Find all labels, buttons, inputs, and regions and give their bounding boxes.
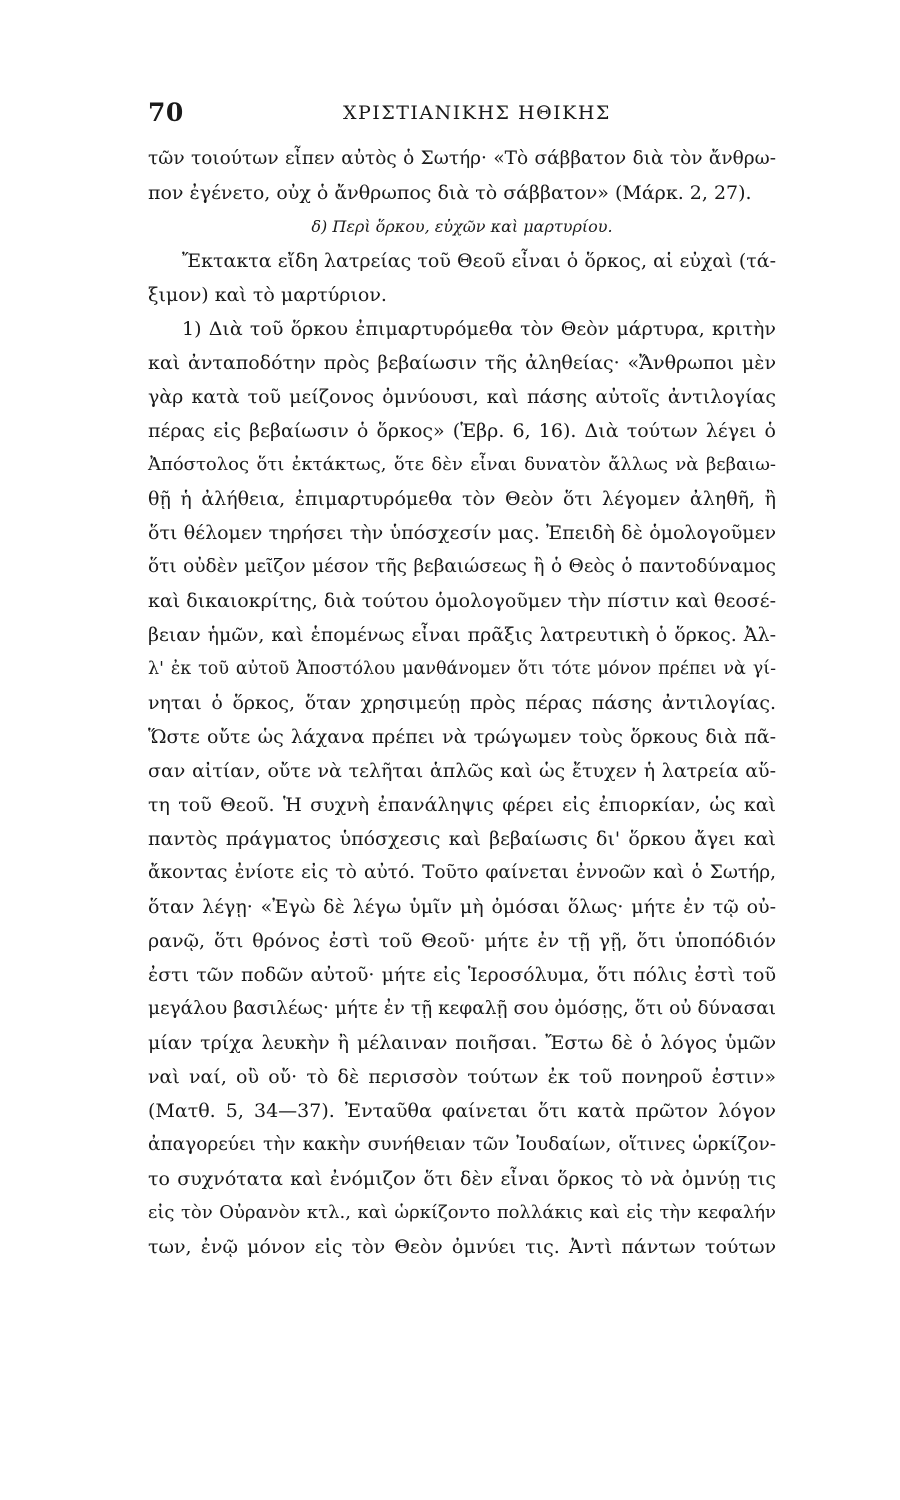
text-line: εἰς τὸν Οὐρανὸν κτλ., καὶ ὡρκίζοντο πολλάκις καὶ εἰς τὴν κεφαλήν <box>148 1202 776 1223</box>
text-line: βειαν ἡμῶν, καὶ ἑπομένως εἶναι πρᾶξις λατρευτικὴ ὁ ὅρκος. Ἀλ- <box>148 624 776 646</box>
text-line: ἄκοντας ἐνίοτε εἰς τὸ αὐτό. Τοῦτο φαίνεται ἐννοῶν καὶ ὁ Σωτήρ, <box>148 862 776 883</box>
page-number: 70 <box>148 98 184 127</box>
text-line: πον ἐγένετο, οὐχ ὁ ἄνθρωπος διὰ τὸ σάββατον» (Μάρκ. 2, 27). <box>148 182 752 204</box>
text-line: 1) Διὰ τοῦ ὅρκου ἐπιμαρτυρόμεθα τὸν Θεὸν μάρτυρα, κριτὴν <box>182 318 776 340</box>
text-line: (Ματθ. 5, 34—37). Ἐνταῦθα φαίνεται ὅτι κατὰ πρῶτον λόγον <box>148 1100 776 1122</box>
text-line: ρανῷ, ὅτι θρόνος ἐστὶ τοῦ Θεοῦ· μήτε ἐν τῇ γῇ, ὅτι ὑποπόδιόν <box>148 930 776 952</box>
text-line: ὅτι θέλομεν τηρήσει τὴν ὑπόσχεσίν μας. Ἐπειδὴ δὲ ὁμολογοῦμεν <box>148 522 776 544</box>
text-line: νηται ὁ ὅρκος, ὅταν χρησιμεύῃ πρὸς πέρας πάσης ἀντιλογίας. <box>148 692 776 714</box>
text-line: ὅτι οὐδὲν μεῖζον μέσον τῆς βεβαιώσεως ἢ ὁ Θεὸς ὁ παντοδύναμος <box>148 556 776 577</box>
page-header <box>148 94 776 134</box>
text-line: Ὥστε οὔτε ὡς λάχανα πρέπει νὰ τρώγωμεν τοὺς ὅρκους διὰ πᾶ- <box>148 726 776 748</box>
text-line: μεγάλου βασιλέως· μήτε ἐν τῇ κεφαλῇ σου ὀμόσῃς, ὅτι οὐ δύνασαι <box>148 998 776 1019</box>
text-line: θῇ ἡ ἀλήθεια, ἐπιμαρτυρόμεθα τὸν Θεὸν ὅτι λέγομεν ἀληθῆ, ἢ <box>148 488 776 510</box>
text-line: μίαν τρίχα λευκὴν ἢ μέλαιναν ποιῆσαι. Ἔστω δὲ ὁ λόγος ὑμῶν <box>148 1032 776 1054</box>
body-text <box>148 142 776 1264</box>
text-line: Ἔκτακτα εἴδη λατρείας τοῦ Θεοῦ εἶναι ὁ ὅρκος, αἱ εὐχαὶ (τά- <box>182 250 776 272</box>
text-line: τη τοῦ Θεοῦ. Ἡ συχνὴ ἐπανάληψις φέρει εἰς ἐπιορκίαν, ὡς καὶ <box>148 794 776 816</box>
text-line: ἀπαγορεύει τὴν κακὴν συνήθειαν τῶν Ἰουδαίων, οἵτινες ὡρκίζον- <box>148 1134 776 1155</box>
text-line: το συχνότατα καὶ ἐνόμιζον ὅτι δὲν εἶναι ὅρκος τὸ νὰ ὀμνύῃ τις <box>148 1168 776 1190</box>
text-line: γὰρ κατὰ τοῦ μείζονος ὀμνύουσι, καὶ πάσης αὐτοῖς ἀντιλογίας <box>148 386 776 408</box>
running-head: ΧΡΙΣΤΙΑΝΙΚΗΣ ΗΘΙΚΗΣ <box>343 102 611 124</box>
text-line: παντὸς πράγματος ὑπόσχεσις καὶ βεβαίωσις δι' ὅρκου ἄγει καὶ <box>148 828 776 850</box>
text-line: των, ἐνῷ μόνον εἰς τὸν Θεὸν ὀμνύει τις. Ἀντὶ πάντων τούτων <box>148 1236 776 1258</box>
text-line: σαν αἰτίαν, οὔτε νὰ τελῆται ἁπλῶς καὶ ὡς ἔτυχεν ἡ λατρεία αὕ- <box>148 760 776 782</box>
text-line: λ' ἐκ τοῦ αὐτοῦ Ἀποστόλου μανθάνομεν ὅτι τότε μόνον πρέπει νὰ γί- <box>148 659 776 679</box>
text-line: ναὶ ναί, οὒ οὔ· τὸ δὲ περισσὸν τούτων ἐκ τοῦ πονηροῦ ἐστιν» <box>148 1066 776 1088</box>
text-line: ξιμον) καὶ τὸ μαρτύριον. <box>148 284 387 306</box>
section-heading: δ) Περὶ ὅρκου, εὐχῶν καὶ μαρτυρίου. <box>311 217 613 236</box>
text-line: καὶ ἀνταποδότην πρὸς βεβαίωσιν τῆς ἀληθείας· «Ἄνθρωποι μὲν <box>148 352 776 374</box>
text-line: ἐστι τῶν ποδῶν αὐτοῦ· μήτε εἰς Ἱεροσόλυμα, ὅτι πόλις ἐστὶ τοῦ <box>148 964 776 986</box>
text-line: τῶν τοιούτων εἶπεν αὐτὸς ὁ Σωτήρ· «Τὸ σάββατον διὰ τὸν ἄνθρω- <box>148 148 776 169</box>
text-line: πέρας εἰς βεβαίωσιν ὁ ὅρκος» (Ἑβρ. 6, 16). Διὰ τούτων λέγει ὁ <box>148 420 776 442</box>
text-line: ὅταν λέγῃ· «Ἐγὼ δὲ λέγω ὑμῖν μὴ ὀμόσαι ὅλως· μήτε ἐν τῷ οὐ- <box>148 896 776 918</box>
text-line: Ἀπόστολος ὅτι ἐκτάκτως, ὅτε δὲν εἶναι δυνατὸν ἄλλως νὰ βεβαιω- <box>148 454 776 475</box>
text-line: καὶ δικαιοκρίτης, διὰ τούτου ὁμολογοῦμεν τὴν πίστιν καὶ θεοσέ- <box>148 590 776 612</box>
